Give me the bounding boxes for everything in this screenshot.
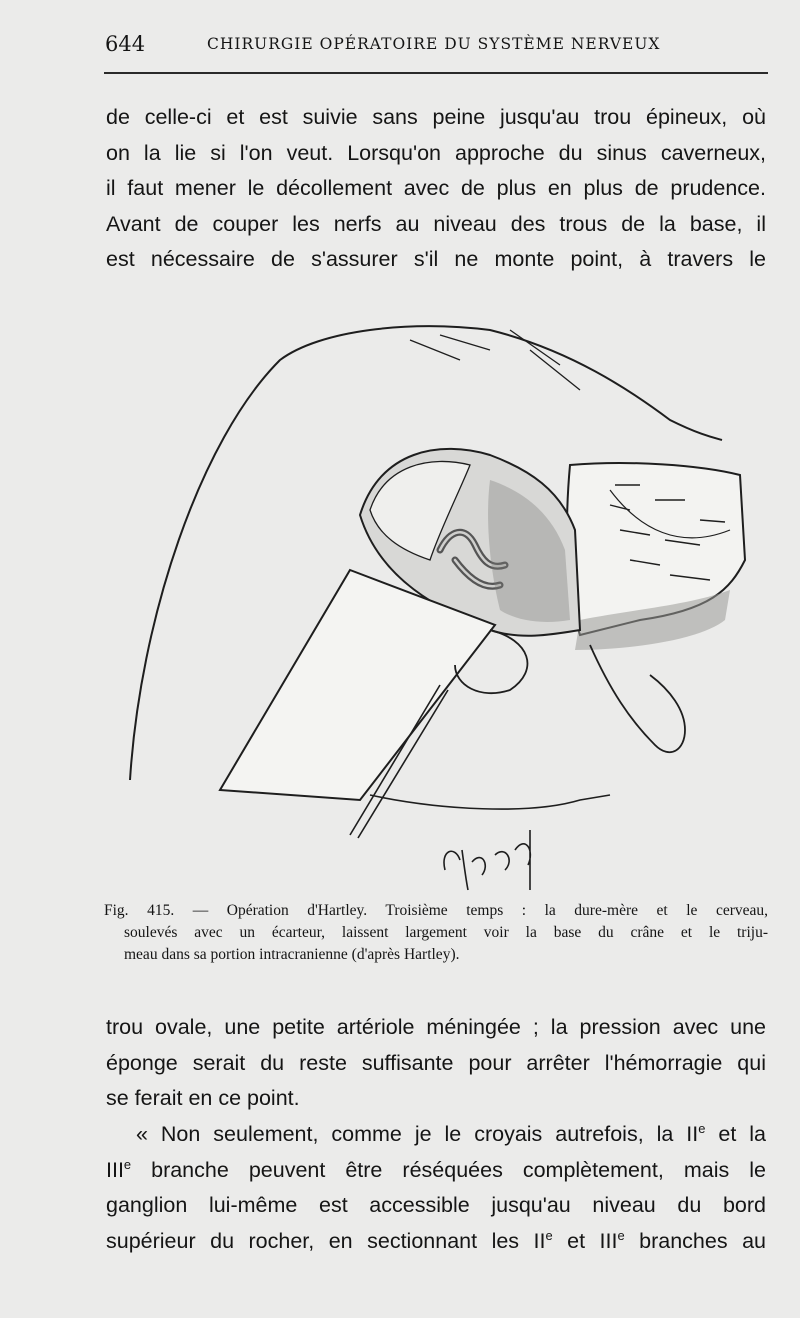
- surgical-illustration: [110, 290, 760, 900]
- scalp-flap-lines: [410, 330, 580, 390]
- text-run: III: [106, 1157, 124, 1182]
- text-line: de celle-ci et est suivie sans peine jusqu'au trou épineux, où: [106, 105, 766, 129]
- caption-line: soulevés avec un écarteur, laissent largement voir la base du crâne et le triju-: [124, 924, 768, 941]
- running-head: CHIRURGIE OPÉRATOIRE DU SYSTÈME NERVEUX: [207, 35, 661, 53]
- figure-caption: [104, 900, 768, 966]
- ear-contour: [590, 645, 685, 752]
- text-line: [106, 1153, 766, 1189]
- superscript: e: [617, 1227, 625, 1243]
- text-run: et la: [705, 1122, 766, 1146]
- chin-contour: [370, 795, 610, 809]
- paragraph-2: [106, 1010, 766, 1117]
- text-line: ganglion lui-même est accessible jusqu'au niveau du bord: [106, 1193, 766, 1217]
- text-line: se ferait en ce point.: [106, 1086, 300, 1110]
- text-run: branches au: [624, 1228, 766, 1253]
- superscript: e: [545, 1227, 553, 1243]
- superscript: e: [123, 1156, 132, 1172]
- paragraph-1: [106, 100, 766, 278]
- header-rule: [104, 72, 768, 74]
- page-number: 644: [105, 32, 146, 56]
- text-line: il faut mener le décollement avec de plus en plus de prudence.: [106, 176, 766, 200]
- text-line: éponge serait du reste suffisante pour arrêter l'hémorragie qui: [106, 1050, 766, 1075]
- text-line: trou ovale, une petite artériole méningée ; la pression avec une: [106, 1015, 766, 1039]
- text-line: Avant de couper les nerfs au niveau des trous de la base, il: [106, 211, 766, 236]
- text-run: « Non seulement, comme je le croyais autrefois, la II: [136, 1122, 699, 1146]
- paragraph-3: [106, 1117, 766, 1259]
- caption-line: meau dans sa portion intracranienne (d'après Hartley).: [124, 946, 460, 963]
- text-run: branche peuvent être réséquées complètement, mais le: [131, 1157, 766, 1182]
- caption-line: Fig. 415. — Opération d'Hartley. Troisième temps : la dure-mère et le cerveau,: [104, 902, 768, 919]
- text-line: [106, 1117, 766, 1153]
- superscript: e: [698, 1120, 706, 1136]
- text-run: et III: [552, 1228, 618, 1253]
- page-header: [105, 30, 765, 60]
- text-line: on la lie si l'on veut. Lorsqu'on approche du sinus caverneux,: [106, 140, 766, 165]
- artist-signature: [444, 830, 530, 890]
- text-line: [106, 1224, 766, 1260]
- text-run: supérieur du rocher, en sectionnant les II: [106, 1228, 546, 1253]
- text-line: est nécessaire de s'assurer s'il ne monte point, à travers le: [106, 247, 766, 271]
